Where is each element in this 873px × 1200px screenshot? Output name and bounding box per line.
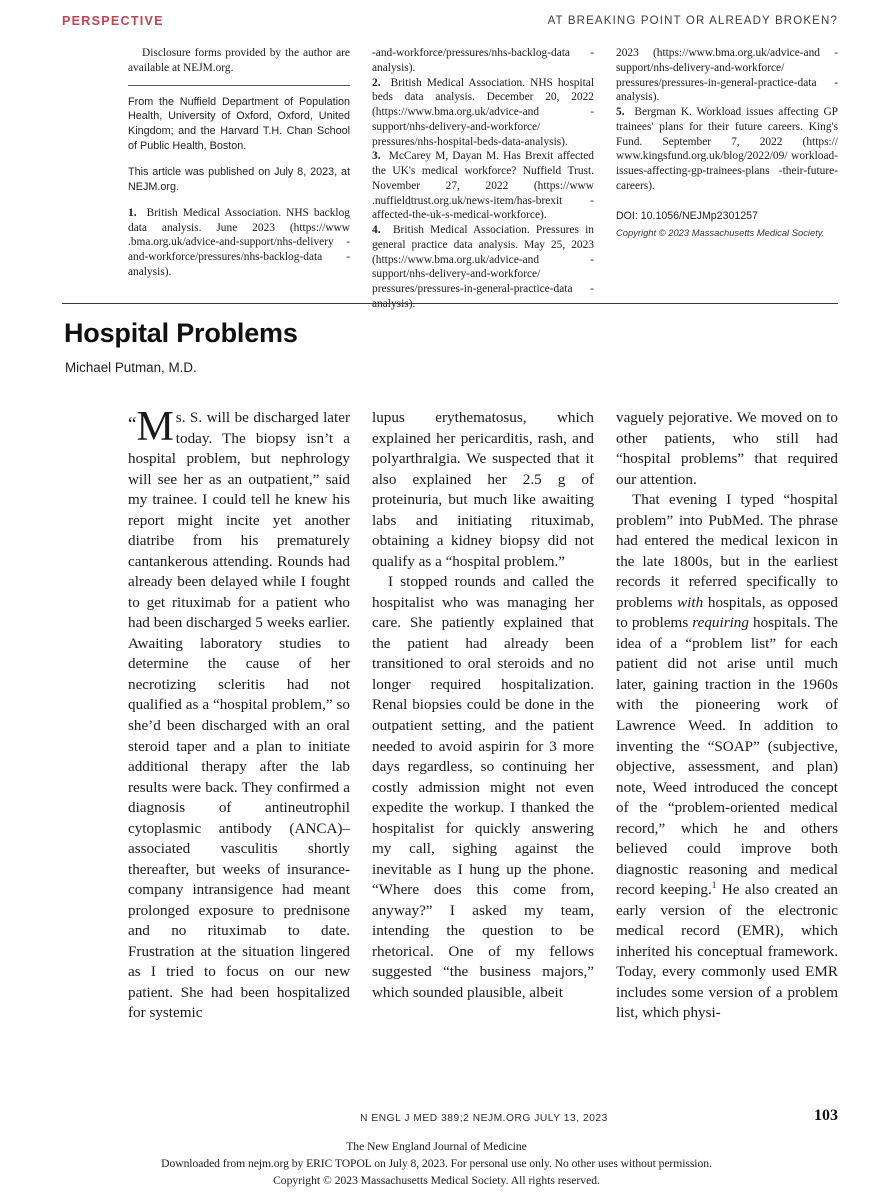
journal-name: The New England Journal of Medicine — [346, 1140, 527, 1153]
article-author: Michael Putman, M.D. — [65, 360, 197, 375]
body-text: s. S. will be discharged later today. The biopsy isn’t a hospital problem, but nephrology will see her as an outpatient,” said my trainee. I could tell he knew his report might incite yet another diatribe from his prematurely cantankerous attending. Rounds had already been delayed while I fought to get rituximab for a patient who had been discharged 5 weeks earlier. Awaiting laboratory studies to determine the cause of her necrotizing scleritis had not qualified as a “hospital problem,” so she’d been discharged with an oral steroid taper and a plan to initiate additional therapy after the lab results were back. They confirmed a diagnosis of antineutrophil cytoplasmic antibody (ANCA)–associated vasculitis shortly thereafter, but weeks of insurance-company intransigence had meant prolonged exposure to prednisone and no rituximab to date. Frustration at the situation lingered as I tried to focus on our new patient. She had been hospitalized for systemic — [128, 409, 350, 1022]
disclosure-statement: Disclosure forms provided by the author are available at NEJM.org. — [128, 47, 350, 74]
emphasis-requiring: requiring — [692, 614, 749, 632]
drop-cap-letter: M — [136, 404, 174, 450]
journal-footer — [128, 1113, 840, 1124]
reference-text: British Medical Association. NHS backlog data analysis. June 2023 (https://www .bma.org.uk/advice-and-support/nhs-delivery -and-workforce/pressures/nhs-backlog-data -analysis). — [128, 206, 350, 278]
reference-text: British Medical Association. NHS hospital beds data analysis. December 20, 2022 (https://www.bma.org.uk/advice-and -support/nhs-delivery-and-workforce/ pressures/nhs-hospital-beds-data-analysis). — [372, 76, 594, 148]
body-paragraph: lupus erythematosus, which explained her pericarditis, rash, and polyarthralgia. We suspected that it also explained her 2.5 g of proteinuria, but much like awaiting labs and initiating rituximab, obtaining a kidney biopsy did not qualify as a “hospital problem.” — [372, 409, 594, 570]
body-text: He also created an early version of the electronic medical record (EMR), which inherited his conceptual framework. Today, every commonly used EMR includes some version of a problem list, which physi- — [616, 881, 838, 1022]
section-label: PERSPECTIVE — [62, 14, 164, 28]
download-line: Downloaded from nejm.org by ERIC TOPOL on July 8, 2023. For personal use only. No other uses without permission. — [161, 1157, 712, 1171]
article-divider — [62, 303, 838, 304]
article-body — [128, 404, 840, 1024]
footnote-marker: 1 — [711, 881, 717, 892]
reference-text: Bergman K. Workload issues affecting GP trainees' plans for their future careers. King's Fund. September 7, 2022 (https:// www.kingsfund.org.uk/blog/2022/09/ workload-issues-affecting-gp-trainees-plans -their-future-careers). — [616, 106, 839, 192]
copyright-line: Copyright © 2023 Massachusetts Medical Society. All rights reserved. — [273, 1174, 600, 1188]
publication-note: This article was published on July 8, 2023, at NEJM.org. — [128, 166, 350, 193]
body-text: hospitals, as opposed to problems — [616, 593, 838, 632]
reference-number: 5. — [616, 106, 625, 119]
body-text: That evening I typed “hospital problem” into PubMed. The phrase had entered the medical lexicon in the late 1800s, but in the earliest records it referred specifically to problems — [616, 491, 838, 611]
reference-item — [128, 206, 350, 280]
emphasis-with: with — [677, 593, 704, 611]
reference-continuation: -and-workforce/pressures/nhs-backlog-data -analysis). — [372, 47, 594, 74]
body-column-3 — [616, 408, 838, 1024]
reference-item — [616, 105, 838, 194]
reference-number: 4. — [372, 224, 381, 237]
doi-line: DOI: 10.1056/NEJMp2301257 — [616, 209, 758, 222]
references-column-2 — [372, 46, 594, 312]
reference-item — [372, 223, 594, 312]
body-text: hospitals. The idea of a “problem list” for each patient did not arise until much later, gaining traction in the 1960s with the pioneering work of Lawrence Weed. In addition to inventing the “SOAP” (subjective, objective, assessment, and plan) note, Weed introduced the concept of the “problem-oriented medical record,” which he and others believed could improve both diagnostic reasoning and medical record keeping. — [616, 614, 838, 899]
reference-item — [372, 76, 594, 150]
disclosure-divider — [128, 85, 350, 86]
reference-number: 2. — [372, 76, 381, 89]
reference-text: McCarey M, Dayan M. Has Brexit affected the UK's medical workforce? Nuffield Trust. November 27, 2022 (https://www .nuffieldtrust.org.uk/news-item/has-brexit -affected-the-uk-s-medical-workforce). — [372, 150, 594, 222]
reference-number: 3. — [372, 150, 381, 163]
page-title: Hospital Problems — [64, 318, 298, 348]
body-paragraph: vaguely pejorative. We moved on to other patients, who still had “hospital problems” that required our attention. — [616, 409, 838, 488]
body-column-1 — [128, 404, 350, 1024]
running-head — [62, 10, 838, 32]
reference-item — [372, 149, 594, 223]
references-column-3 — [616, 46, 838, 312]
download-notice — [0, 1138, 873, 1189]
page-number: 103 — [814, 1107, 838, 1124]
references-column-1 — [128, 46, 350, 312]
body-paragraph — [128, 404, 350, 1024]
reference-number: 1. — [128, 206, 137, 219]
reference-continuation: 2023 (https://www.bma.org.uk/advice-and -support/nhs-delivery-and-workforce/ pressures/pressures-in-general-practice-data -analysis). — [616, 47, 838, 104]
reference-text: British Medical Association. Pressures in general practice data analysis. May 25, 2023 (https://www.bma.org.uk/advice-and -support/nhs-delivery-and-workforce/ pressures/pressures-in-general-practice-data -analysis). — [372, 224, 594, 311]
article-running-title: AT BREAKING POINT OR ALREADY BROKEN? — [547, 15, 838, 27]
drop-cap — [128, 404, 175, 450]
journal-citation: N ENGL J MED 389;2 NEJM.ORG JULY 13, 2023 — [360, 1113, 608, 1124]
author-affiliation: From the Nuffield Department of Population Health, University of Oxford, Oxford, United Kingdom; and the Harvard T.H. Chan School of Public Health, Boston. — [128, 95, 350, 153]
open-quote: “ — [128, 414, 137, 435]
body-paragraph: I stopped rounds and called the hospitalist who was managing her care. She patiently explained that the patient had already been transitioned to oral steroids and no longer required hospitalization. Renal biopsies could be done in the outpatient setting, and the patient needed to avoid aspirin for 3 more days regardless, so continuing her costly admission might not even expedite the workup. I thanked the hospitalist for quickly answering my call, sighing against the inevitable as I hung up the phone. “Where does this come from, anyway?” I asked my team, intending the question to be rhetorical. One of my fellows suggested “the business majors,” which sounded plausible, albeit — [372, 573, 594, 1001]
references-section — [128, 46, 840, 312]
body-column-2 — [372, 408, 594, 1024]
society-copyright: Copyright © 2023 Massachusetts Medical Society. — [616, 227, 825, 239]
body-paragraph — [616, 490, 838, 1024]
